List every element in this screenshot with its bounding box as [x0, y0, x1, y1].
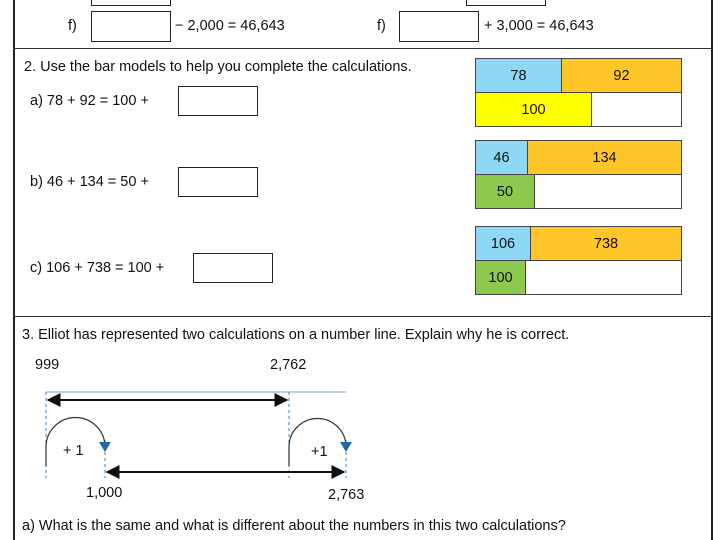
number-line-label-2763: 2,763: [328, 487, 365, 503]
hop-label-right: +1: [311, 444, 328, 460]
q3a-question: a) What is the same and what is different about the numbers in this two calculations?: [22, 518, 566, 534]
bar-a-part-92: 92: [562, 59, 681, 92]
hop-arrowhead-right: [340, 442, 352, 452]
hop-label-left: + 1: [63, 443, 84, 459]
q1f-left-label: f): [68, 18, 77, 34]
number-line-label-999: 999: [35, 357, 60, 373]
q1f-left-equation: − 2,000 = 46,643: [175, 18, 285, 34]
q2a-equation: a) 78 + 92 = 100 +: [30, 93, 149, 109]
q2c-equation: c) 106 + 738 = 100 +: [30, 260, 165, 276]
q1f-right-equation: + 3,000 = 46,643: [484, 18, 594, 34]
bar-b-part-46: 46: [476, 141, 528, 174]
bar-a-part-78: 78: [476, 59, 562, 92]
hop-arrowhead-left: [99, 442, 111, 452]
bar-b-part-134: 134: [528, 141, 681, 174]
q3-heading: 3. Elliot has represented two calculations on a number line. Explain why he is correct.: [22, 327, 570, 343]
bar-c-part-100: 100: [476, 261, 526, 294]
bar-c-part-106: 106: [476, 227, 531, 260]
q2-heading: 2. Use the bar models to help you complete the calculations.: [24, 59, 412, 75]
bar-c-part-738: 738: [531, 227, 681, 260]
bar-b-part-50: 50: [476, 175, 535, 208]
q1f-right-label: f): [377, 18, 386, 34]
bar-a-part-100: 100: [476, 93, 592, 126]
number-line-label-2762: 2,762: [270, 357, 307, 373]
number-line-label-1000: 1,000: [86, 485, 123, 501]
q2b-equation: b) 46 + 134 = 50 +: [30, 174, 149, 190]
